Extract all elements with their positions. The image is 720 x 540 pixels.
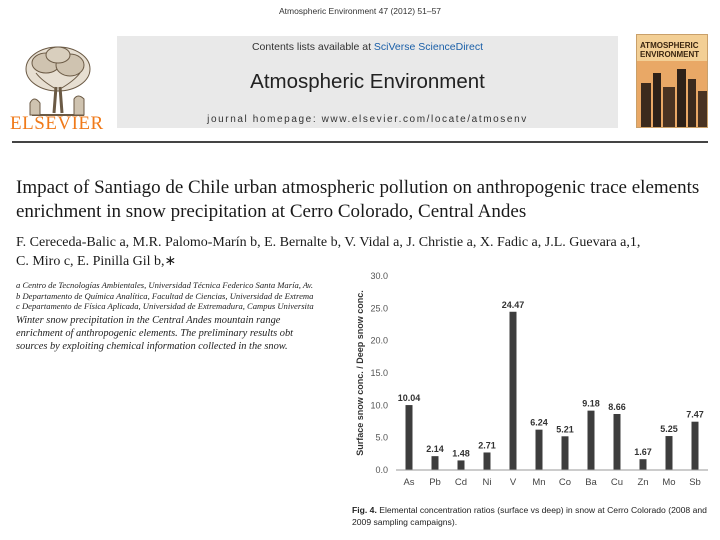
abstract-line-2: enrichment of anthropogenic elements. The preliminary results obt	[16, 328, 294, 339]
figure-4-panel	[348, 264, 720, 488]
bar-Cu	[614, 414, 621, 470]
journal-cover-thumbnail	[636, 34, 708, 128]
x-axis-ticks	[403, 477, 700, 488]
y-tick-label: 10.0	[370, 400, 388, 411]
x-tick-label: Sb	[689, 477, 701, 488]
affiliation-c: c Departamento de Física Aplicada, Universidad de Extremadura, Campus Universita	[16, 301, 314, 312]
y-axis-ticks	[370, 271, 388, 475]
bar-value-label: 1.67	[634, 447, 652, 458]
bar-value-label: 5.25	[660, 424, 678, 435]
abstract-excerpt	[16, 314, 346, 353]
bar-value-label: 9.18	[582, 398, 600, 409]
x-tick-label: V	[509, 477, 517, 488]
journal-name: Atmospheric Environment	[250, 70, 485, 93]
authors-line-1: F. Cereceda-Balic a, M.R. Palomo-Marín b, E. Bernalte b, V. Vidal a, J. Christie a, X. Fadic a, J.L. Guevara a,1,	[16, 235, 641, 250]
bar-value-label: 2.71	[478, 440, 496, 451]
contents-line	[117, 41, 618, 53]
x-tick-label: As	[403, 477, 415, 488]
bar-V	[510, 312, 517, 470]
contents-prefix: Contents lists available at	[251, 41, 374, 53]
publisher-wordmark: ELSEVIER	[10, 113, 104, 134]
x-tick-label: Cu	[610, 477, 624, 488]
abstract-line-1: Winter snow precipitation in the Central Andes mountain range	[16, 315, 281, 326]
bar-Ni	[484, 452, 491, 470]
bar-value-label: 5.21	[556, 424, 574, 435]
paper-title: Impact of Santiago de Chile urban atmospheric pollution on anthropogenic trace elements enrichment in snow precipitation at Cerro Colorado, Central Andes	[16, 177, 700, 222]
y-axis-title: Surface snow conc. / Deep snow conc.	[355, 290, 365, 456]
bar-value-label: 2.14	[426, 444, 444, 455]
abstract-line-3: sources by exploiting chemical information collected in the snow.	[16, 341, 288, 352]
y-tick-label: 20.0	[370, 335, 388, 346]
y-tick-label: 5.0	[375, 432, 388, 443]
x-tick-label: Pb	[429, 477, 441, 488]
bar-Mo	[666, 436, 673, 470]
x-tick-label: Mo	[662, 477, 676, 488]
figure-label: Fig. 4.	[352, 505, 377, 515]
bar-value-label: 7.47	[686, 409, 704, 420]
y-tick-label: 15.0	[370, 368, 388, 378]
x-tick-label: Ba	[585, 477, 597, 488]
authors-line-2: C. Miro c, E. Pinilla Gil b,∗	[16, 254, 177, 269]
bar-Ba	[588, 411, 595, 470]
bar-value-label: 1.48	[452, 448, 470, 459]
bar-Mn	[536, 430, 543, 470]
figure-caption-text: Elemental concentration ratios (surface vs deep) in snow at Cerro Colorado (2008 and 2009 sampling campaigns).	[352, 505, 707, 527]
bar-value-label: 10.04	[397, 393, 421, 404]
bar-Sb	[692, 422, 699, 470]
bar-chart	[348, 264, 720, 500]
y-tick-label: 0.0	[375, 465, 388, 475]
bar-value-label: 6.24	[530, 417, 548, 428]
bar-value-labels	[398, 300, 704, 459]
bar-Cd	[458, 460, 465, 470]
x-tick-label: Ni	[482, 477, 492, 488]
x-tick-label: Cd	[454, 477, 468, 488]
affiliation-a: a Centro de Tecnologías Ambientales, Universidad Técnica Federico Santa María, Av.	[16, 280, 314, 290]
cover-title: ATMOSPHERIC ENVIRONMENT	[640, 41, 700, 59]
header-divider	[12, 141, 708, 143]
bars	[406, 312, 699, 470]
bar-value-label: 24.47	[501, 299, 525, 310]
x-tick-label: Mn	[532, 477, 546, 488]
bar-Co	[562, 436, 569, 470]
x-tick-label: Co	[558, 477, 572, 488]
journal-reference: Atmospheric Environment 47 (2012) 51–57	[278, 6, 442, 16]
y-tick-label: 30.0	[370, 271, 388, 281]
affiliation-b: b Departamento de Química Analítica, Facultad de Ciencias, Universidad de Extrema	[16, 290, 314, 301]
y-axis-title-group	[355, 290, 365, 456]
affiliations	[16, 280, 348, 312]
y-tick-label: 25.0	[370, 303, 388, 314]
bar-Pb	[432, 456, 439, 470]
x-tick-label: Zn	[637, 477, 649, 488]
journal-banner	[117, 36, 618, 128]
bar-value-label: 8.66	[608, 401, 626, 412]
figure-caption	[352, 505, 712, 528]
bar-As	[406, 405, 413, 470]
journal-homepage[interactable]: journal homepage: www.elsevier.com/locate/atmosenv	[207, 114, 528, 125]
bar-Zn	[640, 459, 647, 470]
sciencedirect-link[interactable]: SciVerse ScienceDirect	[373, 41, 484, 53]
